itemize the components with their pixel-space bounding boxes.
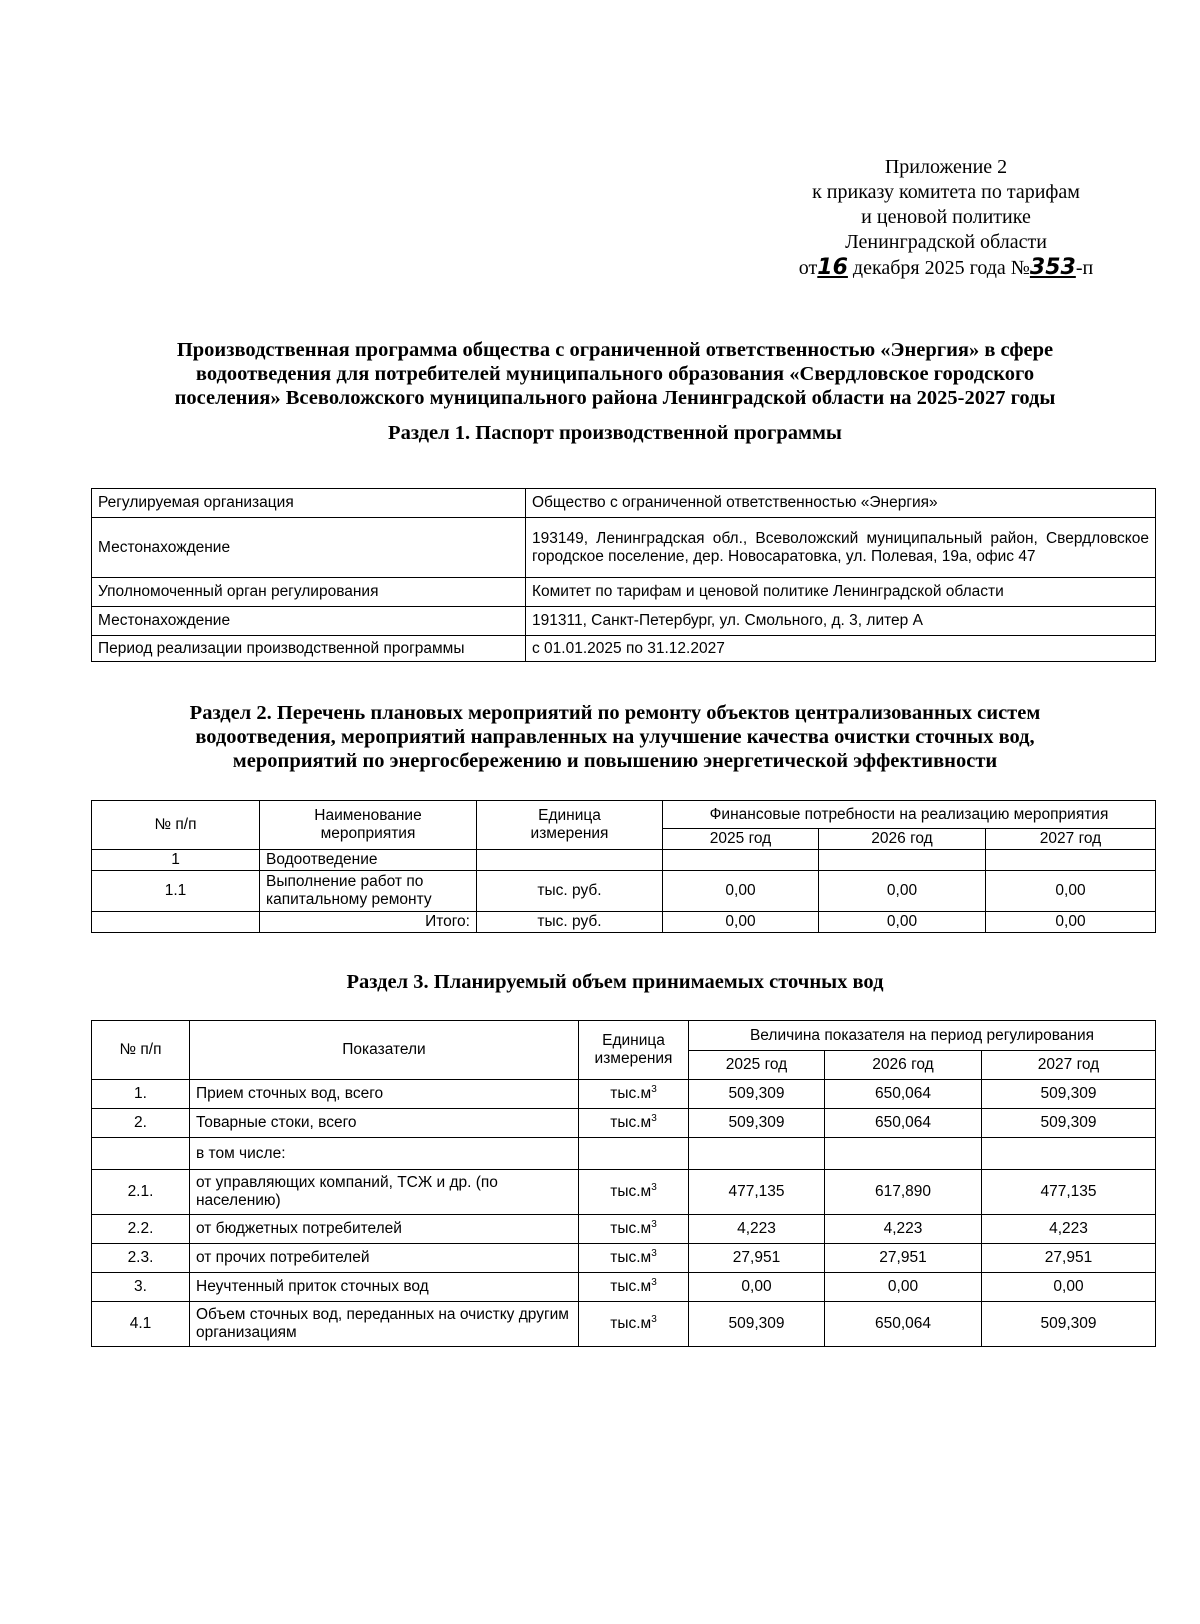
- row-value-2027: 509,309: [982, 1109, 1156, 1138]
- row-unit: [579, 1302, 689, 1347]
- row-unit: [579, 1080, 689, 1109]
- row-value-2025: 509,309: [689, 1302, 825, 1347]
- header-unit-line-1: Единица: [602, 1032, 665, 1049]
- row-value-2025: 0,00: [663, 871, 819, 912]
- table-row: [92, 1215, 1156, 1244]
- table-row: [92, 1302, 1156, 1347]
- row-name: [260, 871, 477, 912]
- table-header-row: [92, 801, 1156, 829]
- table-row: [92, 578, 1156, 607]
- header-num: № п/п: [92, 1021, 190, 1080]
- wastewater-rows: [92, 1080, 1156, 1347]
- passport-value: 191311, Санкт-Петербург, ул. Смольного, д. 3, литер А: [526, 607, 1156, 636]
- row-unit: [477, 850, 663, 871]
- number-suffix: -п: [1075, 257, 1094, 279]
- row-num: 2.2.: [92, 1215, 190, 1244]
- header-year-2027: 2027 год: [982, 1051, 1156, 1080]
- row-value-2025: 4,223: [689, 1215, 825, 1244]
- unit-superscript: 3: [651, 1218, 657, 1230]
- appendix-date-line: [776, 255, 1116, 281]
- row-unit: [579, 1170, 689, 1215]
- row-num: [92, 1138, 190, 1170]
- unit-base: тыс.м: [610, 1114, 652, 1131]
- handwritten-day: 16: [817, 255, 848, 280]
- row-name-line-1: Выполнение работ по: [266, 873, 424, 890]
- row-indicator: в том числе:: [190, 1138, 579, 1170]
- header-indicator: Показатели: [190, 1021, 579, 1080]
- passport-label: Регулируемая организация: [92, 489, 526, 518]
- row-value-2027: 509,309: [982, 1080, 1156, 1109]
- date-prefix: от: [798, 257, 818, 279]
- row-value-2027: 0,00: [986, 871, 1156, 912]
- total-value-2027: 0,00: [986, 912, 1156, 933]
- header-unit: [579, 1021, 689, 1080]
- total-unit: тыс. руб.: [477, 912, 663, 933]
- header-name: [260, 801, 477, 850]
- row-unit: [579, 1273, 689, 1302]
- title-line-2: водоотведения для потребителей муниципального образования «Свердловское городского: [195, 363, 1035, 385]
- row-num: 1.: [92, 1080, 190, 1109]
- row-num: 2.1.: [92, 1170, 190, 1215]
- total-label: Итого:: [260, 912, 477, 933]
- table-row: [92, 1273, 1156, 1302]
- unit-superscript: 3: [651, 1276, 657, 1288]
- appendix-line-2: к приказу комитета по тарифам: [812, 181, 1080, 203]
- unit-superscript: 3: [651, 1313, 657, 1325]
- header-name-line-1: Наименование: [314, 807, 422, 824]
- passport-table: [91, 488, 1156, 662]
- row-indicator: от управляющих компаний, ТСЖ и др. (по населению): [190, 1170, 579, 1215]
- total-value-2026: 0,00: [819, 912, 986, 933]
- passport-value: 193149, Ленинградская обл., Всеволожский муниципальный район, Свердловское городское поселение, дер. Новосаратовка, ул. Полевая, 19а, офис 47: [526, 518, 1156, 578]
- unit-base: тыс.м: [610, 1183, 652, 1200]
- section-3-title: Раздел 3. Планируемый объем принимаемых сточных вод: [346, 971, 884, 993]
- unit-superscript: 3: [651, 1247, 657, 1259]
- table-row: [92, 871, 1156, 912]
- section-2-title-line-2: водоотведения, мероприятий направленных на улучшение качества очистки сточных вод,: [195, 726, 1035, 748]
- row-num: 4.1: [92, 1302, 190, 1347]
- row-value-2025: 0,00: [689, 1273, 825, 1302]
- row-num: 3.: [92, 1273, 190, 1302]
- table-row: [92, 1244, 1156, 1273]
- date-middle: декабря 2025 года №: [852, 257, 1030, 279]
- row-value-2027: 477,135: [982, 1170, 1156, 1215]
- row-unit: [579, 1215, 689, 1244]
- passport-value: Общество с ограниченной ответственностью «Энергия»: [526, 489, 1156, 518]
- section-2-title-line-1: Раздел 2. Перечень плановых мероприятий по ремонту объектов централизованных систем: [189, 702, 1041, 724]
- row-value-2026: 650,064: [825, 1302, 982, 1347]
- row-indicator: от прочих потребителей: [190, 1244, 579, 1273]
- appendix-line-4: Ленинградской области: [845, 231, 1047, 253]
- row-value-2026: 4,223: [825, 1215, 982, 1244]
- row-unit: [579, 1244, 689, 1273]
- row-value-2026: 650,064: [825, 1080, 982, 1109]
- table-header-row: [92, 1021, 1156, 1051]
- row-value: [663, 850, 819, 871]
- row-indicator: Товарные стоки, всего: [190, 1109, 579, 1138]
- row-value: [819, 850, 986, 871]
- header-year-2026: 2026 год: [825, 1051, 982, 1080]
- row-value-2025: [689, 1138, 825, 1170]
- row-value-2025: 509,309: [689, 1080, 825, 1109]
- row-num: 2.3.: [92, 1244, 190, 1273]
- row-value-2026: 650,064: [825, 1109, 982, 1138]
- table-row: [92, 489, 1156, 518]
- row-indicator: от бюджетных потребителей: [190, 1215, 579, 1244]
- passport-label: Местонахождение: [92, 518, 526, 578]
- header-period: Величина показателя на период регулирования: [689, 1021, 1156, 1051]
- row-value-2026: 27,951: [825, 1244, 982, 1273]
- row-indicator: Прием сточных вод, всего: [190, 1080, 579, 1109]
- row-value-2025: 27,951: [689, 1244, 825, 1273]
- section-2-title: [95, 701, 1135, 773]
- passport-label: Период реализации производственной программы: [92, 636, 526, 662]
- header-year-2025: 2025 год: [689, 1051, 825, 1080]
- row-value-2027: 27,951: [982, 1244, 1156, 1273]
- row-value-2026: 0,00: [819, 871, 986, 912]
- section-1-title: Раздел 1. Паспорт производственной программы: [388, 422, 842, 444]
- row-unit: [579, 1138, 689, 1170]
- row-num: 1: [92, 850, 260, 871]
- table-row: [92, 1138, 1156, 1170]
- row-value: [986, 850, 1156, 871]
- total-empty: [92, 912, 260, 933]
- header-num: № п/п: [92, 801, 260, 850]
- header-unit-line-2: измерения: [594, 1050, 673, 1067]
- unit-base: тыс.м: [610, 1220, 652, 1237]
- passport-label: Местонахождение: [92, 607, 526, 636]
- row-value-2027: [982, 1138, 1156, 1170]
- row-value-2026: 617,890: [825, 1170, 982, 1215]
- document-title: [95, 338, 1135, 410]
- row-value-2026: 0,00: [825, 1273, 982, 1302]
- handwritten-number: 353: [1029, 255, 1076, 280]
- row-num: 1.1: [92, 871, 260, 912]
- passport-value: Комитет по тарифам и ценовой политике Ленинградской области: [526, 578, 1156, 607]
- title-line-3: поселения» Всеволожского муниципального района Ленинградской области на 2025-2027 годы: [174, 387, 1056, 409]
- passport-value: с 01.01.2025 по 31.12.2027: [526, 636, 1156, 662]
- row-indicator: Неучтенный приток сточных вод: [190, 1273, 579, 1302]
- row-name: Водоотведение: [260, 850, 477, 871]
- unit-base: тыс.м: [610, 1249, 652, 1266]
- row-value-2026: [825, 1138, 982, 1170]
- section-2-title-line-3: мероприятий по энергосбережению и повышению энергетической эффективности: [232, 750, 998, 772]
- table-row: [92, 607, 1156, 636]
- table-row: [92, 518, 1156, 578]
- row-unit: тыс. руб.: [477, 871, 663, 912]
- appendix-line-1: Приложение 2: [884, 156, 1008, 178]
- unit-superscript: 3: [651, 1112, 657, 1124]
- row-name-line-2: капитальному ремонту: [266, 891, 432, 908]
- row-unit: [579, 1109, 689, 1138]
- header-year-2026: 2026 год: [819, 829, 986, 850]
- unit-base: тыс.м: [610, 1278, 652, 1295]
- unit-superscript: 3: [651, 1181, 657, 1193]
- row-value-2025: 477,135: [689, 1170, 825, 1215]
- table-row: [92, 850, 1156, 871]
- title-line-1: Производственная программа общества с ограниченной ответственностью «Энергия» в сфере: [176, 339, 1054, 361]
- header-unit-line-2: измерения: [530, 825, 609, 842]
- unit-superscript: 3: [651, 1083, 657, 1095]
- row-value-2027: 4,223: [982, 1215, 1156, 1244]
- header-year-2025: 2025 год: [663, 829, 819, 850]
- appendix-line-3: и ценовой политике: [861, 206, 1031, 228]
- row-value-2027: 509,309: [982, 1302, 1156, 1347]
- row-value-2027: 0,00: [982, 1273, 1156, 1302]
- header-unit-line-1: Единица: [538, 807, 601, 824]
- header-finance: Финансовые потребности на реализацию мероприятия: [663, 801, 1156, 829]
- row-value-2025: 509,309: [689, 1109, 825, 1138]
- row-num: 2.: [92, 1109, 190, 1138]
- row-indicator: Объем сточных вод, переданных на очистку другим организациям: [190, 1302, 579, 1347]
- unit-base: тыс.м: [610, 1085, 652, 1102]
- header-year-2027: 2027 год: [986, 829, 1156, 850]
- passport-label: Уполномоченный орган регулирования: [92, 578, 526, 607]
- header-unit: [477, 801, 663, 850]
- header-name-line-2: мероприятия: [320, 825, 416, 842]
- wastewater-volume-table: [91, 1020, 1156, 1347]
- table-row: [92, 636, 1156, 662]
- table-row: [92, 1109, 1156, 1138]
- table-row: [92, 1080, 1156, 1109]
- table-row: [92, 1170, 1156, 1215]
- appendix-block: [776, 155, 1116, 281]
- unit-base: тыс.м: [610, 1315, 652, 1332]
- total-value-2025: 0,00: [663, 912, 819, 933]
- table-total-row: [92, 912, 1156, 933]
- activities-table: [91, 800, 1156, 933]
